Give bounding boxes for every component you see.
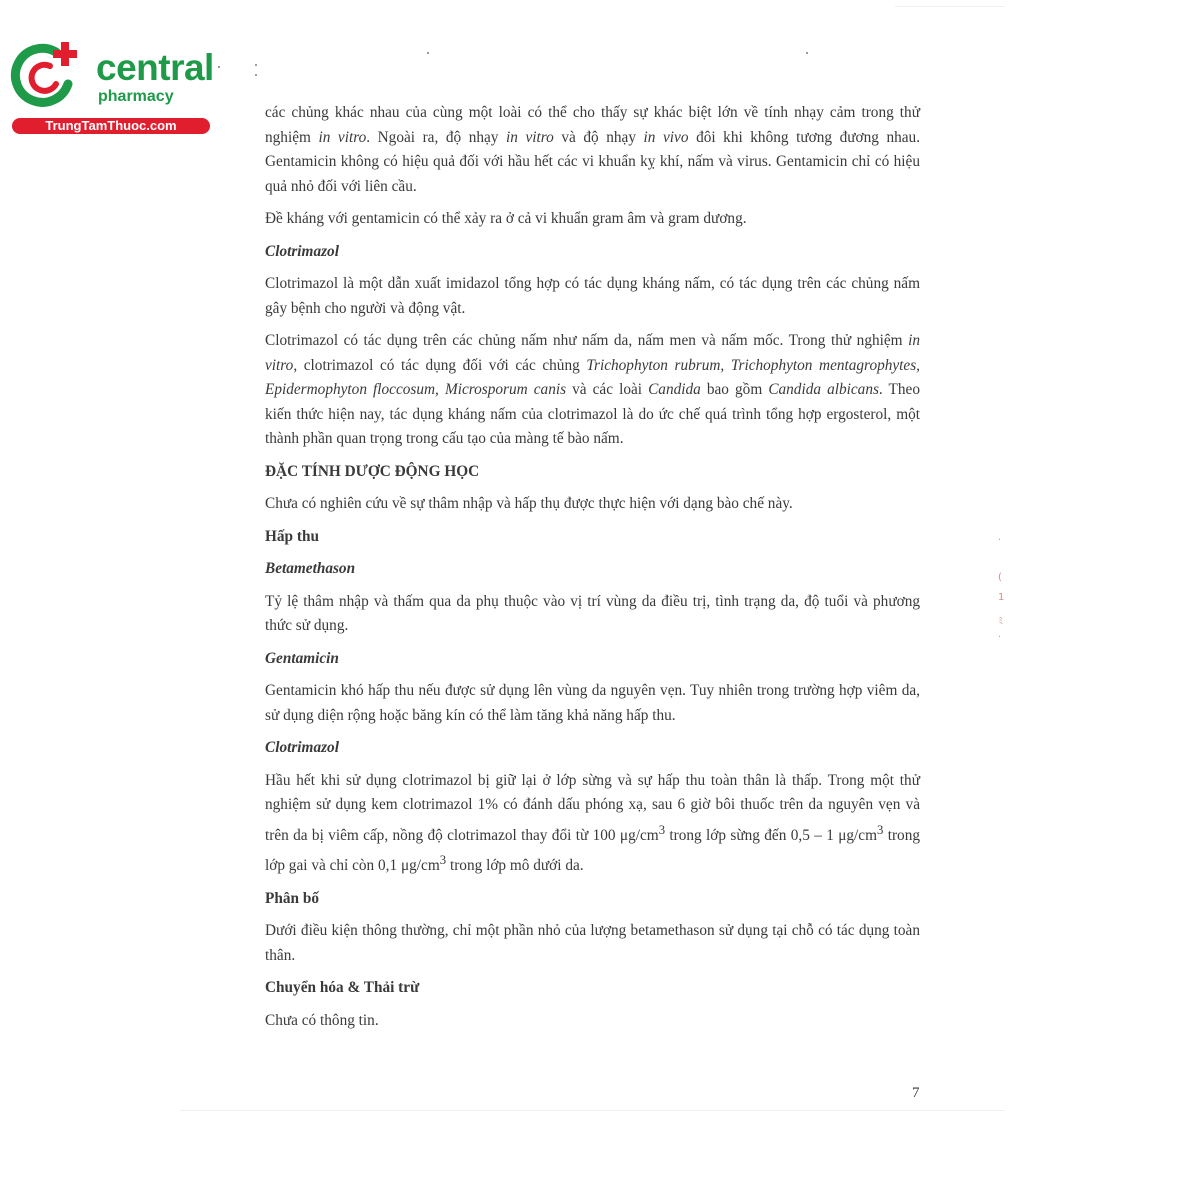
logo-brand-name: central — [96, 47, 214, 88]
paragraph: Tỷ lệ thâm nhập và thấm qua da phụ thuộc vào vị trí vùng da điều trị, tình trạng da, độ tuổi và phương thức sử dụng. — [265, 592, 920, 634]
subheading-betamethason: Betamethason — [265, 560, 356, 577]
subheading-clotrimazol: Clotrimazol — [265, 739, 339, 756]
margin-stamp-mark: · — [998, 535, 1002, 546]
margin-stamp-mark: 1 — [998, 592, 1005, 603]
paragraph: Chưa có thông tin. — [265, 1011, 379, 1029]
scan-top-line — [895, 6, 1005, 7]
paragraph: Chưa có nghiên cứu về sự thâm nhập và hấp thụ được thực hiện với dạng bào chế này. — [265, 495, 793, 512]
document-body — [265, 101, 920, 1041]
scan-dot — [806, 52, 808, 54]
subheading-absorption: Hấp thu — [265, 527, 319, 545]
margin-stamp-mark: ﾐ — [998, 616, 1003, 627]
scan-bottom-line — [180, 1110, 1005, 1111]
paragraph: Gentamicin khó hấp thu nếu được sử dụng lên vùng da nguyên vẹn. Tuy nhiên trong trường hợp viêm da, sử dụng diện rộng hoặc băng kín có thể làm tăng khả năng hấp thu. — [265, 682, 920, 724]
paragraph: Hầu hết khi sử dụng clotrimazol bị giữ lại ở lớp sừng và sự hấp thu toàn thân là thấp. Trong một thử nghiệm sử dụng kem clotrimazol 1% có đánh dấu phóng xạ, sau 6 giờ bôi thuốc trên da nguyên vẹn và trên da bị viêm cấp, nồng độ clotrimazol thay đổi từ 100 $\mu g/cm^3$ trong lớp sừng đến 0,5 – 1 $\mu g/cm^3$ trong lớp gai và chỉ còn 0,1 $\mu g/cm^3$ trong lớp mô dưới da. — [265, 771, 920, 875]
margin-stamp-mark: · — [998, 632, 1002, 643]
paragraph: Đề kháng với gentamicin có thể xảy ra ở cả vi khuẩn gram âm và gram dương. — [265, 210, 747, 227]
paragraph: Dưới điều kiện thông thường, chỉ một phần nhỏ của lượng betamethason sử dụng tại chỗ có tác dụng toàn thân. — [265, 922, 920, 964]
subheading-gentamicin: Gentamicin — [265, 649, 339, 667]
section-heading-pharmacokinetics: ĐẶC TÍNH DƯỢC ĐỘNG HỌC — [265, 462, 480, 480]
subheading-distribution: Phân bố — [265, 889, 319, 907]
paragraph: các chủng khác nhau của cùng một loài có thể cho thấy sự khác biệt lớn về tính nhạy cảm trong thử nghiệm in vitro. Ngoài ra, độ nhạy in vitro và độ nhạy in vivo đôi khi không tương đương nhau. Gentamicin không có hiệu quả đối với hầu hết các vi khuẩn kỵ khí, nấm và virus. Gentamicin chỉ có hiệu quả nhỏ đối với liên cầu. — [265, 104, 921, 195]
subheading-metabolism-excretion: Chuyển hóa & Thải trừ — [265, 979, 420, 997]
logo-website-link[interactable]: TrungTamThuoc.com — [12, 118, 210, 134]
scan-dot — [255, 74, 257, 76]
section-heading-clotrimazol: Clotrimazol — [265, 242, 339, 260]
logo-subtitle: pharmacy — [98, 88, 174, 105]
pharmacy-cross-icon — [10, 38, 82, 110]
scan-dot — [427, 52, 429, 54]
margin-stamp-mark: ( — [998, 572, 1002, 583]
central-pharmacy-logo[interactable] — [10, 38, 215, 138]
page-number: 7 — [912, 1085, 920, 1101]
paragraph: Clotrimazol là một dẫn xuất imidazol tổng hợp có tác dụng kháng nấm, có tác dụng trên các chủng nấm gây bệnh cho người và động vật. — [265, 275, 920, 317]
paragraph: Clotrimazol có tác dụng trên các chủng nấm như nấm da, nấm men và nấm mốc. Trong thử nghiệm in vitro, clotrimazol có tác dụng đối với các chủng Trichophyton rubrum, Trichophyton mentagrophytes, Epidermophyton floccosum, Microsporum canis và các loài Candida bao gồm Candida albicans. Theo kiến thức hiện nay, tác dụng kháng nấm của clotrimazol là do ức chế quá trình tổng hợp ergosterol, một thành phần quan trọng trong cấu tạo của màng tế bào nấm. — [265, 332, 920, 447]
scan-dot — [255, 64, 257, 66]
scan-dot — [218, 66, 220, 68]
